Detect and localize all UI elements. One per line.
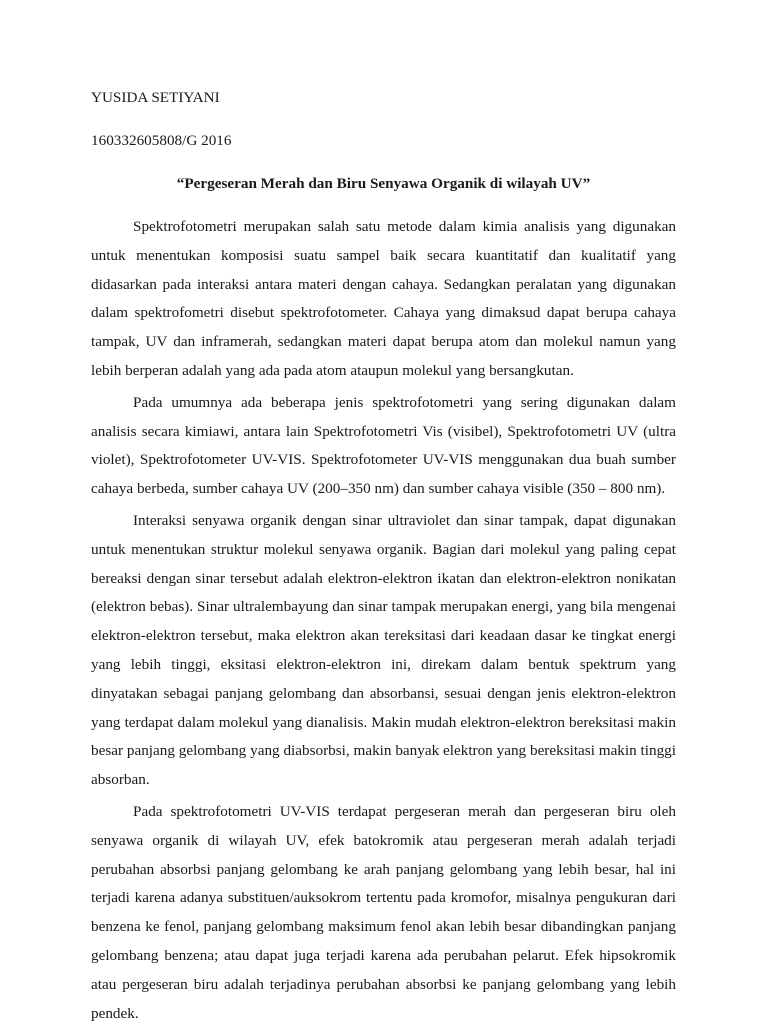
paragraph-3: Interaksi senyawa organik dengan sinar ultraviolet dan sinar tampak, dapat digunakan untuk menentukan struktur molekul senyawa organik. Bagian dari molekul yang paling cepat bereaksi dengan sinar tersebut adalah elektron-elektron ikatan dan elektron-elektron nonikatan (elektron bebas). Sinar ultralembayung dan sinar tampak merupakan energi, yang bila mengenai elektron-elektron tersebut, maka elektron akan tereksitasi dari keadaan dasar ke tingkat energi yang lebih tinggi, eksitasi elektron-elektron ini, direkam dalam bentuk spektrum yang dinyatakan sebagai panjang gelombang dan absorbansi, sesuai dengan jenis elektron-elektron yang terdapat dalam molekul yang dianalisis. Makin mudah elektron-elektron bereksitasi makin besar panjang gelombang yang diabsorbsi, makin banyak elektron yang bereksitasi makin tinggi absorban. — [91, 511, 676, 789]
author-name: YUSIDA SETIYANI — [91, 89, 220, 106]
document-page — [91, 87, 676, 1031]
paragraph-4: Pada spektrofotometri UV-VIS terdapat pergeseran merah dan pergeseran biru oleh senyawa organik di wilayah UV, efek batokromik atau pergeseran merah adalah terjadi perubahan absorbsi panjang gelombang ke arah panjang gelombang yang lebih besar, hal ini terjadi karena adanya substituen/auksokrom tertentu pada kromofor, misalnya pengukuran dari benzena ke fenol, panjang gelombang maksimum fenol akan lebih besar dibandingkan panjang gelombang benzena; atau dapat juga terjadi karena ada perubahan pelarut. Efek hipsokromik atau pergeseran biru adalah terjadinya perubahan absorbsi ke panjang gelombang yang lebih pendek. — [91, 802, 676, 1022]
paragraph-1: Spektrofotometri merupakan salah satu metode dalam kimia analisis yang digunakan untuk menentukan komposisi suatu sampel baik secara kuantitatif dan kualitatif yang didasarkan pada interaksi antara materi dengan cahaya. Sedangkan peralatan yang digunakan dalam spektrofometri disebut spektrofotometer. Cahaya yang dimaksud dapat berupa cahaya tampak, UV dan inframerah, sedangkan materi dapat berupa atom dan molekul namun yang lebih berperan adalah yang ada pada atom ataupun molekul yang bersangkutan. — [91, 218, 676, 379]
document-title: “Pergeseran Merah dan Biru Senyawa Organik di wilayah UV” — [176, 175, 591, 192]
student-id: 160332605808/G 2016 — [91, 132, 232, 149]
paragraph-2: Pada umumnya ada beberapa jenis spektrofotometri yang sering digunakan dalam analisis secara kimiawi, antara lain Spektrofotometri Vis (visibel), Spektrofotometri UV (ultra violet), Spektrofotometer UV-VIS. Spektrofotometer UV-VIS menggunakan dua buah sumber cahaya berbeda, sumber cahaya UV (200–350 nm) dan sumber cahaya visible (350 – 800 nm). — [91, 393, 676, 498]
